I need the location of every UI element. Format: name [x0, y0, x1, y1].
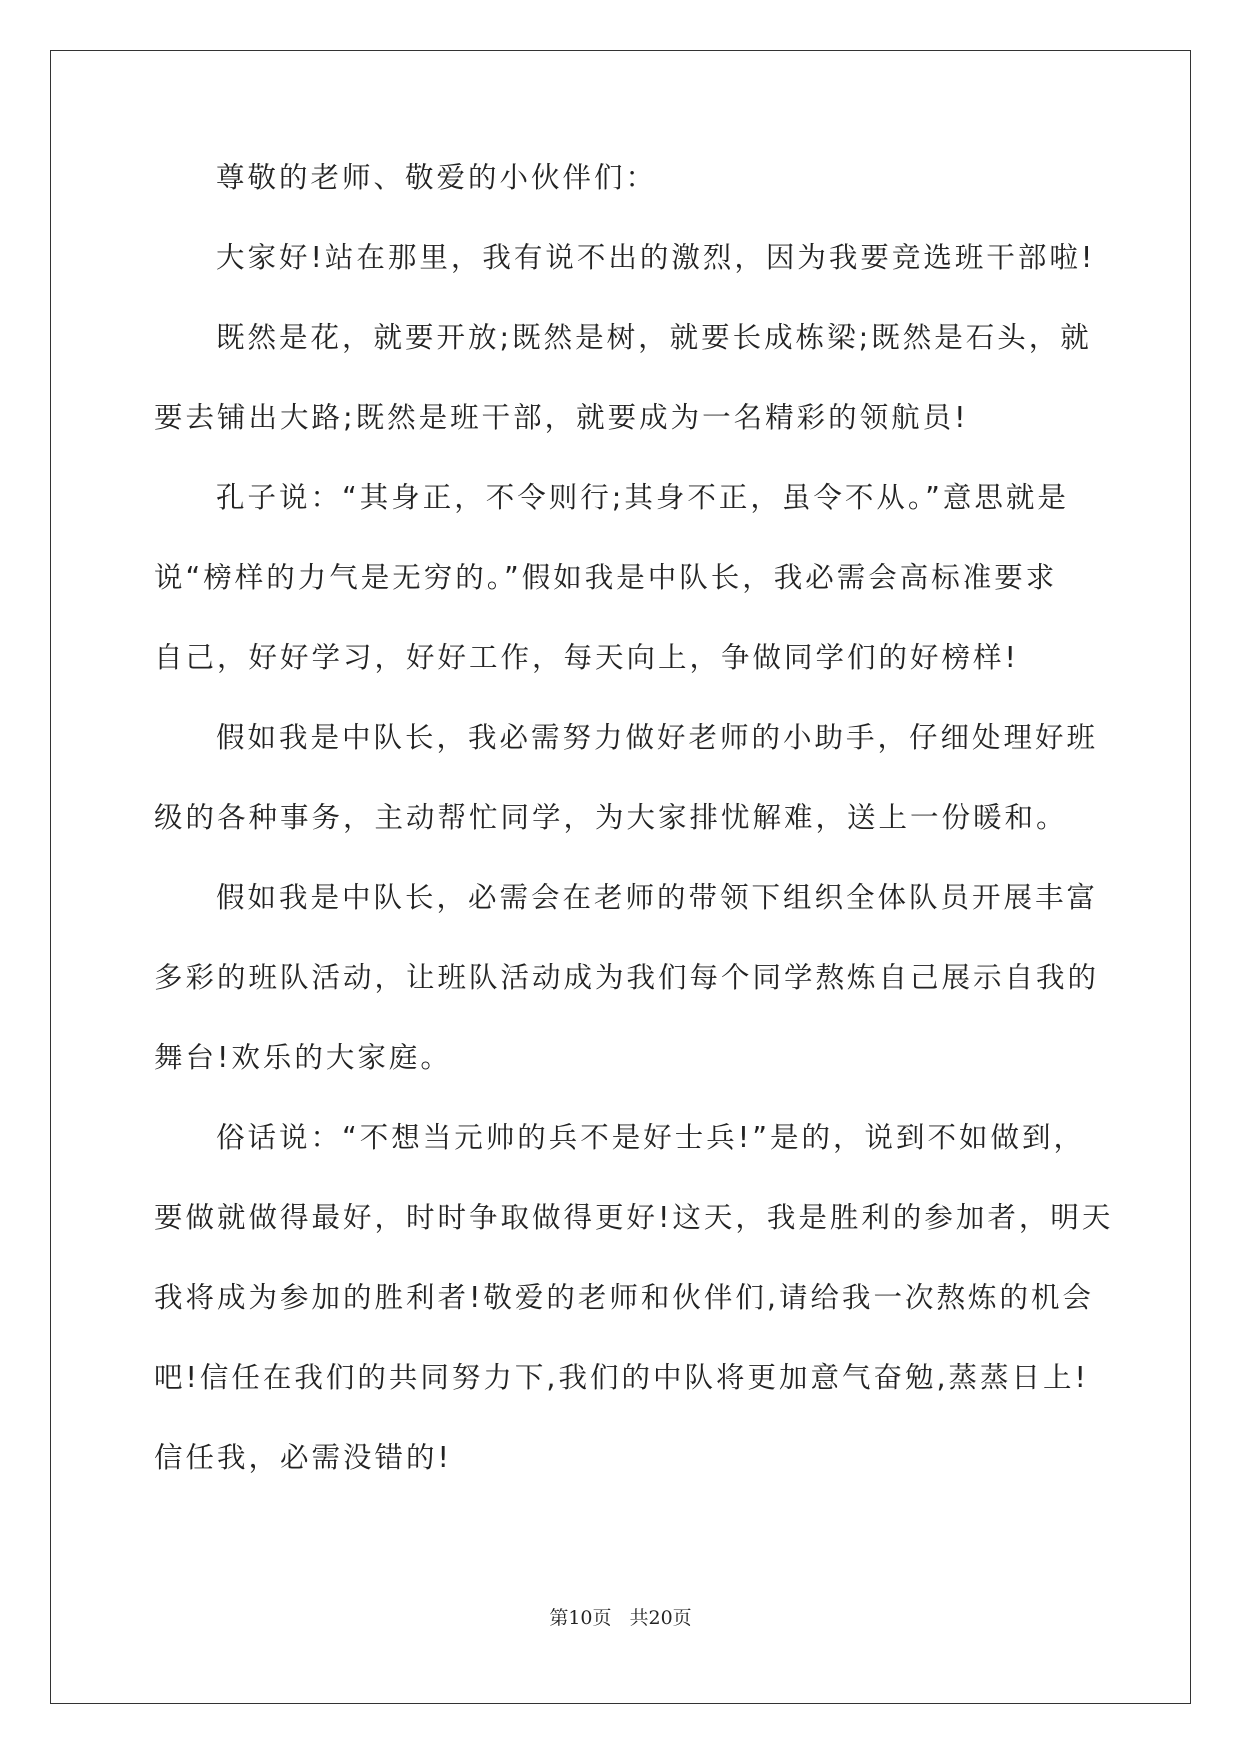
- text-line: 既然是花，就要开放;既然是树，就要长成栋梁;既然是石头，就: [216, 321, 1092, 354]
- text-line: 多彩的班队活动，让班队活动成为我们每个同学熬炼自己展示自我的: [154, 961, 1100, 994]
- text-line: 自己，好好学习，好好工作，每天向上，争做同学们的好榜样!: [154, 641, 1019, 674]
- text-line: 我将成为参加的胜利者!敬爱的老师和伙伴们,请给我一次熬炼的机会: [154, 1281, 1094, 1314]
- text-line: 舞台!欢乐的大家庭。: [154, 1041, 452, 1074]
- text-line: 孔子说：“其身正，不令则行;其身不正，虽令不从。”意思就是: [216, 481, 1069, 514]
- page-total: 共20页: [629, 1607, 692, 1629]
- text-line-salutation: 尊敬的老师、敬爱的小伙伴们：: [216, 161, 658, 194]
- text-line: 要做就做得最好，时时争取做得更好!这天，我是胜利的参加者，明天: [154, 1201, 1114, 1234]
- text-line: 要去铺出大路;既然是班干部，就要成为一名精彩的领航员!: [154, 401, 969, 434]
- text-line: 俗话说：“不想当元帅的兵不是好士兵!”是的，说到不如做到，: [216, 1121, 1085, 1154]
- text-line: 假如我是中队长，我必需努力做好老师的小助手，仔细处理好班: [216, 721, 1099, 754]
- text-line: 假如我是中队长，必需会在老师的带领下组织全体队员开展丰富: [216, 881, 1099, 914]
- text-line: 级的各种事务，主动帮忙同学，为大家排忧解难，送上一份暖和。: [154, 801, 1068, 834]
- text-line: 信任我，必需没错的!: [154, 1441, 452, 1474]
- text-line: 大家好!站在那里，我有说不出的激烈，因为我要竞选班干部啦!: [216, 241, 1096, 274]
- page-number: 第10页: [549, 1607, 612, 1629]
- text-line: 吧!信任在我们的共同努力下,我们的中队将更加意气奋勉,蒸蒸日上!: [154, 1361, 1089, 1394]
- page-footer: [0, 1606, 1241, 1630]
- text-line: 说“榜样的力气是无穷的。”假如我是中队长，我必需会高标准要求: [154, 561, 1058, 594]
